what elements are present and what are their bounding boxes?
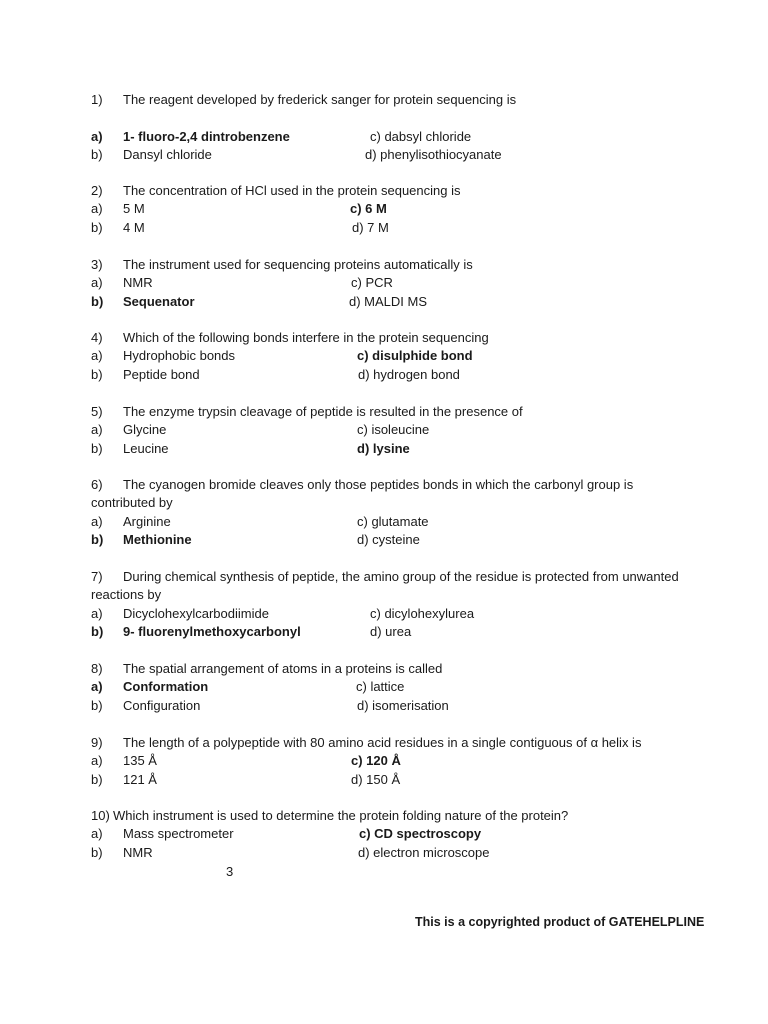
option-label-a: a) xyxy=(91,422,103,438)
option-c: c) lattice xyxy=(356,679,405,695)
option-c: c) 6 M xyxy=(350,201,387,217)
question-7 xyxy=(91,568,691,642)
question-2 xyxy=(91,182,691,237)
option-label-b: b) xyxy=(91,366,103,382)
question-text: During chemical synthesis of peptide, the amino group of the residue is protected from unwanted reactions by xyxy=(91,569,679,603)
option-a: 1- fluoro-2,4 dintrobenzene xyxy=(123,128,290,144)
option-label-a: a) xyxy=(91,275,103,291)
option-b: 9- fluorenylmethoxycarbonyl xyxy=(123,624,301,640)
question-number: 6) xyxy=(91,477,103,492)
option-label-b: b) xyxy=(91,624,104,640)
question-3 xyxy=(91,256,691,311)
option-d: d) 7 M xyxy=(352,219,389,235)
option-d: d) hydrogen bond xyxy=(358,366,460,382)
option-d: d) phenylisothiocyanate xyxy=(365,147,502,163)
question-text: The cyanogen bromide cleaves only those peptides bonds in which the carbonyl group is contributed by xyxy=(91,477,634,511)
question-8 xyxy=(91,660,691,715)
option-label-a: a) xyxy=(91,513,103,529)
option-label-b: b) xyxy=(91,844,103,860)
option-label-b: b) xyxy=(91,219,103,235)
page-number: 3 xyxy=(226,864,234,879)
option-label-b: b) xyxy=(91,440,103,456)
question-text: Which of the following bonds interfere in the protein sequencing xyxy=(123,330,489,345)
option-a: Dicyclohexylcarbodiimide xyxy=(123,605,269,621)
question-number: 7) xyxy=(91,569,103,584)
option-a: 5 M xyxy=(123,201,145,217)
option-d: d) urea xyxy=(370,624,412,640)
option-c: c) CD spectroscopy xyxy=(359,826,482,842)
option-a: Arginine xyxy=(123,513,171,529)
option-b: NMR xyxy=(123,844,153,860)
question-1 xyxy=(91,91,691,165)
option-b: Methionine xyxy=(123,532,192,548)
question-text: The enzyme trypsin cleavage of peptide is resulted in the presence of xyxy=(123,404,523,419)
option-label-a: a) xyxy=(91,128,103,144)
option-a: Conformation xyxy=(123,679,209,695)
option-label-b: b) xyxy=(91,147,103,163)
option-d: d) MALDI MS xyxy=(349,293,428,309)
question-text: The reagent developed by frederick sanger for protein sequencing is xyxy=(123,92,517,107)
question-5 xyxy=(91,403,691,458)
option-d: d) lysine xyxy=(357,440,410,456)
question-9 xyxy=(91,734,691,789)
option-b: 4 M xyxy=(123,219,145,235)
option-label-a: a) xyxy=(91,826,103,842)
question-number: 4) xyxy=(91,330,103,345)
option-label-b: b) xyxy=(91,697,103,713)
option-label-a: a) xyxy=(91,201,103,217)
option-b: 121 Å xyxy=(123,771,157,787)
option-a: Hydrophobic bonds xyxy=(123,348,236,364)
option-label-b: b) xyxy=(91,293,104,309)
question-text: The instrument used for sequencing proteins automatically is xyxy=(123,257,473,272)
question-number: 8) xyxy=(91,661,103,676)
option-a: NMR xyxy=(123,275,153,291)
question-number: 3) xyxy=(91,257,103,272)
question-text: The length of a polypeptide with 80 amino acid residues in a single contiguous of α helix is xyxy=(123,735,642,750)
option-label-b: b) xyxy=(91,532,104,548)
option-b: Peptide bond xyxy=(123,366,200,382)
option-c: c) PCR xyxy=(351,275,393,291)
option-d: d) cysteine xyxy=(357,532,420,548)
question-10 xyxy=(91,807,691,862)
option-b: Sequenator xyxy=(123,293,195,309)
option-a: Glycine xyxy=(123,422,167,438)
question-number: 1) xyxy=(91,92,103,107)
option-a: Mass spectrometer xyxy=(123,826,234,842)
option-b: Configuration xyxy=(123,697,201,713)
question-number: 5) xyxy=(91,404,103,419)
question-4 xyxy=(91,329,691,384)
option-b: Dansyl chloride xyxy=(123,147,212,163)
question-text: Which instrument is used to determine the protein folding nature of the protein? xyxy=(113,808,569,823)
option-c: c) disulphide bond xyxy=(357,348,473,364)
option-label-a: a) xyxy=(91,679,103,695)
question-text: The concentration of HCl used in the protein sequencing is xyxy=(123,183,461,198)
question-number: 9) xyxy=(91,735,103,750)
copyright-footer: This is a copyrighted product of GATEHELPLINE xyxy=(415,915,705,929)
question-6 xyxy=(91,476,691,550)
question-number: 2) xyxy=(91,183,103,198)
option-d: d) 150 Å xyxy=(351,771,401,787)
option-d: d) electron microscope xyxy=(358,844,490,860)
option-c: c) 120 Å xyxy=(351,753,401,769)
option-label-a: a) xyxy=(91,753,103,769)
question-number: 10) xyxy=(91,808,110,823)
option-d: d) isomerisation xyxy=(357,697,449,713)
question-text: The spatial arrangement of atoms in a proteins is called xyxy=(123,661,443,676)
option-c: c) isoleucine xyxy=(357,422,430,438)
option-label-b: b) xyxy=(91,771,103,787)
option-label-a: a) xyxy=(91,605,103,621)
option-b: Leucine xyxy=(123,440,169,456)
option-c: c) dabsyl chloride xyxy=(370,128,472,144)
option-c: c) dicylohexylurea xyxy=(370,605,475,621)
option-a: 135 Å xyxy=(123,753,157,769)
option-c: c) glutamate xyxy=(357,513,429,529)
option-label-a: a) xyxy=(91,348,103,364)
